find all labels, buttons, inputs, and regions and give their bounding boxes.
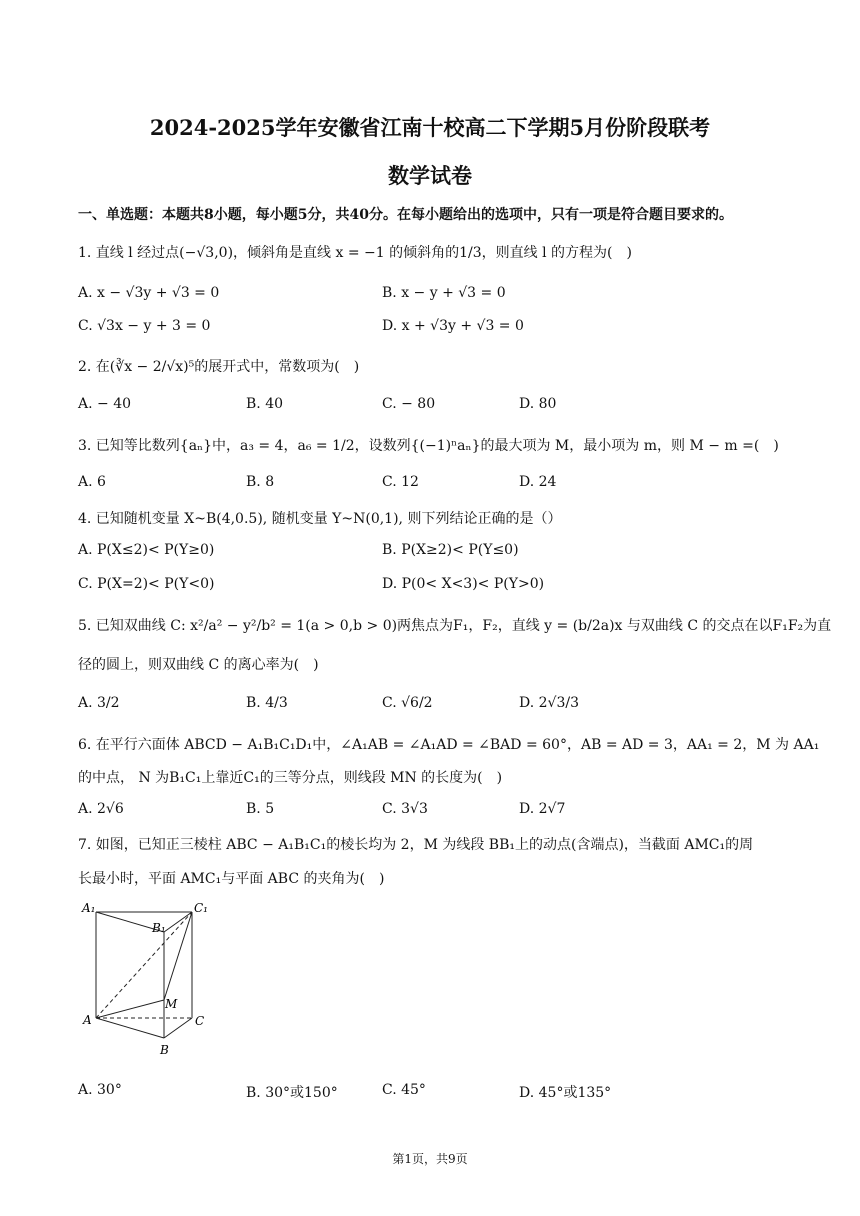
question-7-stem-cont: 长最小时，平面 AMC₁与平面 ABC 的夹角为( ) [78, 871, 385, 887]
label-c1: C₁ [194, 901, 208, 915]
q3-option-b: B. 8 [246, 474, 275, 490]
question-6-stem-cont: 的中点， N 为B₁C₁上靠近C₁的三等分点，则线段 MN 的长度为( ) [78, 770, 503, 786]
label-a: A [83, 1013, 92, 1027]
label-c: C [195, 1014, 205, 1028]
question-5-stem-cont: 径的圆上，则双曲线 C 的离心率为( ) [78, 657, 319, 673]
q2-option-b: B. 40 [246, 396, 284, 412]
q7-option-d: D. 45°或135° [519, 1085, 612, 1101]
q4-option-d: D. P(0< X<3)< P(Y>0) [382, 576, 545, 592]
exam-title: 2024-2025学年安徽省江南十校高二下学期5月份阶段联考 [149, 115, 711, 140]
question-4-stem: 4. 已知随机变量 X~B(4,0.5), 随机变量 Y~N(0,1), 则下列结论正确的是（） [78, 511, 562, 527]
question-1-stem: 1. 直线 l 经过点(−√3,0)，倾斜角是直线 x = −1 的倾斜角的1/3，则直线 l 的方程为( ) [78, 245, 632, 261]
q7-option-b: B. 30°或150° [246, 1085, 338, 1101]
exam-subtitle: 数学试卷 [388, 163, 472, 188]
page-footer: 第1页，共9页 [392, 1152, 468, 1166]
q5-option-a: A. 3/2 [78, 695, 120, 711]
q4-option-b: B. P(X≥2)< P(Y≤0) [382, 542, 519, 558]
q6-option-b: B. 5 [246, 801, 275, 817]
q2-option-d: D. 80 [519, 396, 557, 412]
question-6-stem: 6. 在平行六面体 ABCD − A₁B₁C₁D₁中，∠A₁AB = ∠A₁AD = ∠BAD = 60°，AB = AD = 3，AA₁ = 2，M 为 AA₁ [78, 737, 820, 753]
q2-option-a: A. − 40 [78, 396, 132, 412]
q7-option-a: A. 30° [78, 1082, 122, 1098]
q1-option-c: C. √3x − y + 3 = 0 [78, 318, 211, 334]
question-5-stem: 5. 已知双曲线 C: x²/a² − y²/b² = 1(a > 0,b > 0)两焦点为F₁，F₂，直线 y = (b/2a)x 与双曲线 C 的交点在以F₁F₂为直 [78, 618, 832, 634]
label-b: B [160, 1043, 169, 1057]
label-b1: B₁ [152, 921, 166, 935]
section-heading: 一、单选题：本题共8小题，每小题5分，共40分。在每小题给出的选项中，只有一项是符合题目要求的。 [78, 207, 733, 223]
q4-option-c: C. P(X=2)< P(Y<0) [78, 576, 215, 592]
label-a1: A₁ [82, 901, 96, 915]
q7-option-c: C. 45° [382, 1082, 426, 1098]
label-m: M [165, 997, 178, 1011]
question-7-stem: 7. 如图，已知正三棱柱 ABC − A₁B₁C₁的棱长均为 2，M 为线段 BB₁上的动点(含端点)，当截面 AMC₁的周 [78, 837, 754, 853]
q1-option-d: D. x + √3y + √3 = 0 [382, 318, 524, 334]
q6-option-c: C. 3√3 [382, 801, 428, 817]
question-3-stem: 3. 已知等比数列{aₙ}中，a₃ = 4，a₆ = 1/2，设数列{(−1)ⁿaₙ}的最大项为 M，最小项为 m，则 M − m =( ) [78, 438, 779, 454]
prism-figure [78, 898, 218, 1064]
q3-option-a: A. 6 [78, 474, 106, 490]
q6-option-a: A. 2√6 [78, 801, 124, 817]
q1-option-b: B. x − y + √3 = 0 [382, 285, 506, 301]
q5-option-d: D. 2√3/3 [519, 695, 579, 711]
q1-option-a: A. x − √3y + √3 = 0 [78, 285, 220, 301]
q5-option-b: B. 4/3 [246, 695, 288, 711]
q3-option-c: C. 12 [382, 474, 419, 490]
question-2-stem: 2. 在(∛x − 2/√x)⁵的展开式中，常数项为( ) [78, 359, 360, 375]
q3-option-d: D. 24 [519, 474, 557, 490]
q5-option-c: C. √6/2 [382, 695, 433, 711]
q6-option-d: D. 2√7 [519, 801, 566, 817]
q4-option-a: A. P(X≤2)< P(Y≥0) [78, 542, 215, 558]
q2-option-c: C. − 80 [382, 396, 436, 412]
